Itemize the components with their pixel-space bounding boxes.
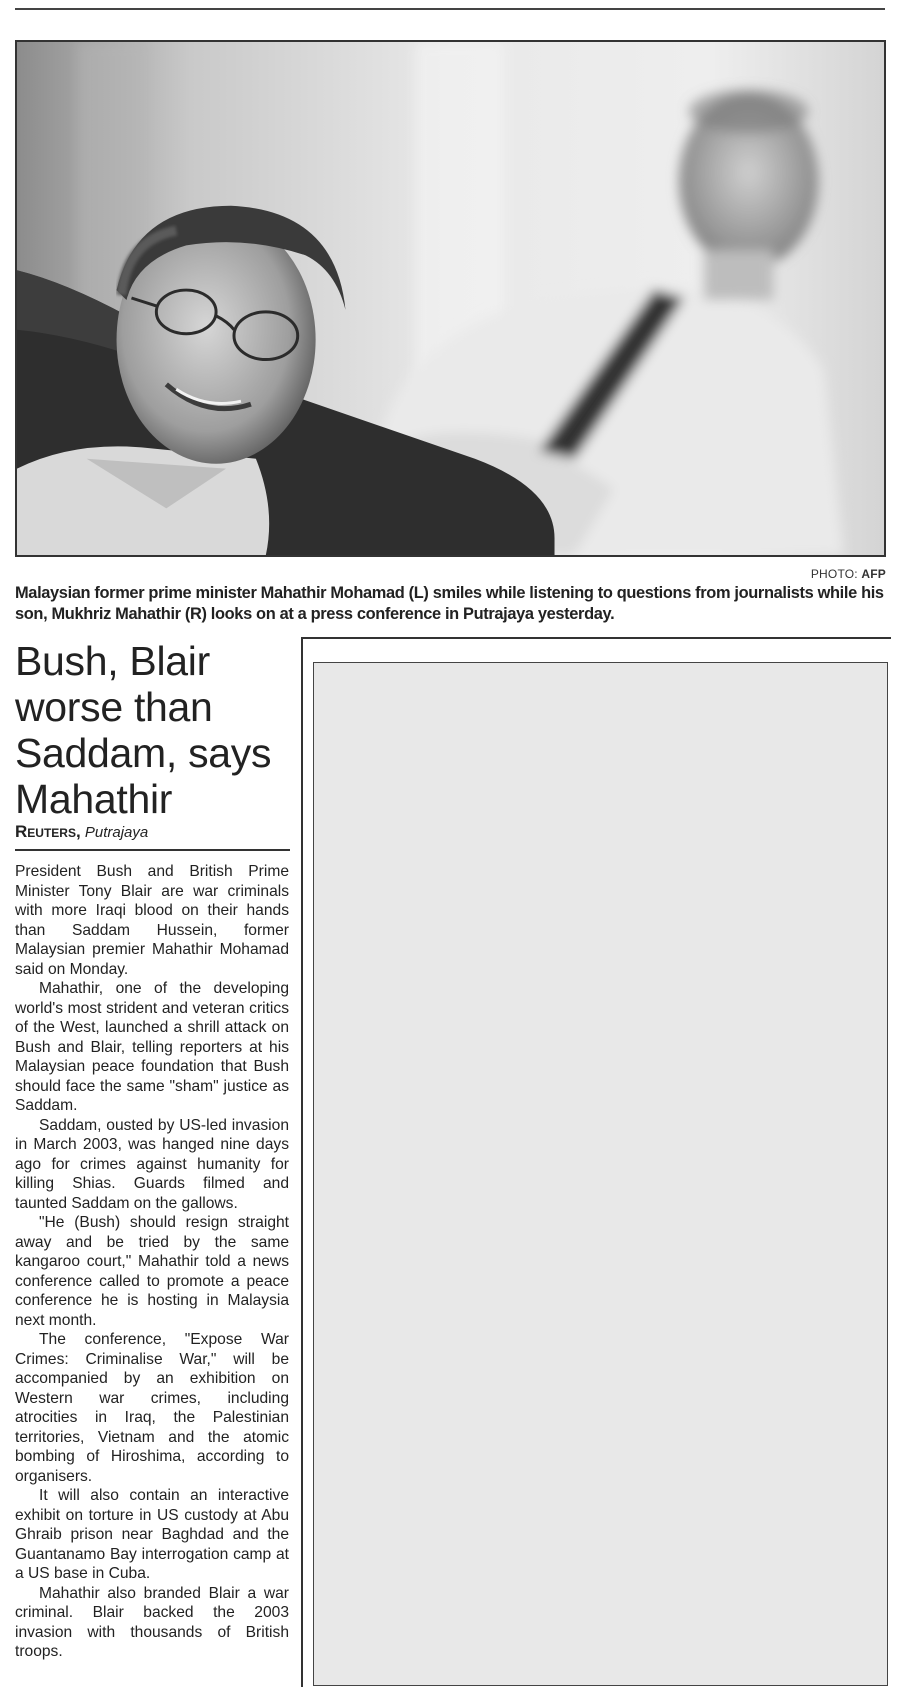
column-divider	[301, 637, 303, 1687]
byline-agency: Reuters,	[15, 822, 81, 841]
blank-ad-space	[313, 662, 888, 1686]
byline	[15, 822, 290, 842]
byline-rule	[15, 849, 290, 851]
photo-caption: Malaysian former prime minister Mahathir Mohamad (L) smiles while listening to questions from journalists while his son, Mukhriz Mahathir (R) looks on at a press conference in Putrajaya yesterday.	[15, 584, 884, 623]
photo-credit-prefix: PHOTO:	[810, 567, 858, 581]
article-paragraph: "He (Bush) should resign straight away and be tried by the same kangaroo court," Mahathir told a news conference called to promote a peace conference he is hosting in Malaysia next month.	[15, 1214, 289, 1329]
article-paragraph: It will also contain an interactive exhibit on torture in US custody at Abu Ghraib prison near Baghdad and the Guantanamo Bay interrogation camp at a US base in Cuba.	[15, 1487, 289, 1582]
article-paragraph: President Bush and British Prime Minister Tony Blair are war criminals with more Iraqi blood on their hands than Saddam Hussein, former Malaysian premier Mahathir Mohamad said on Monday.	[15, 863, 289, 978]
article-paragraph: Mahathir also branded Blair a war criminal. Blair backed the 2003 invasion with thousands of British troops.	[15, 1584, 289, 1660]
photo-two-men-icon	[17, 42, 884, 555]
article-paragraph: Mahathir, one of the developing world's most strident and veteran critics of the West, launched a shrill attack on Bush and Blair, telling reporters at his Malaysian peace foundation that Bush should face the same "sham" justice as Saddam.	[15, 980, 289, 1114]
top-rule	[15, 8, 885, 10]
byline-place: Putrajaya	[84, 824, 149, 841]
article-body	[15, 862, 289, 1662]
photo-credit-agency: AFP	[861, 567, 886, 581]
article-paragraph: The conference, "Expose War Crimes: Criminalise War," will be accompanied by an exhibition on Western war crimes, including atrocities in Iraq, the Palestinian territories, Vietnam and the atomic bombing of Hiroshima, according to organisers.	[15, 1331, 289, 1485]
article-headline: Bush, Blair worse than Saddam, says Mahathir	[15, 638, 272, 822]
news-photo	[15, 40, 886, 557]
column-top-rule	[301, 637, 891, 639]
article-paragraph: Saddam, ousted by US-led invasion in March 2003, was hanged nine days ago for crimes against humanity for killing Shias. Guards filmed and taunted Saddam on the gallows.	[15, 1116, 289, 1212]
photo-credit	[811, 567, 886, 581]
